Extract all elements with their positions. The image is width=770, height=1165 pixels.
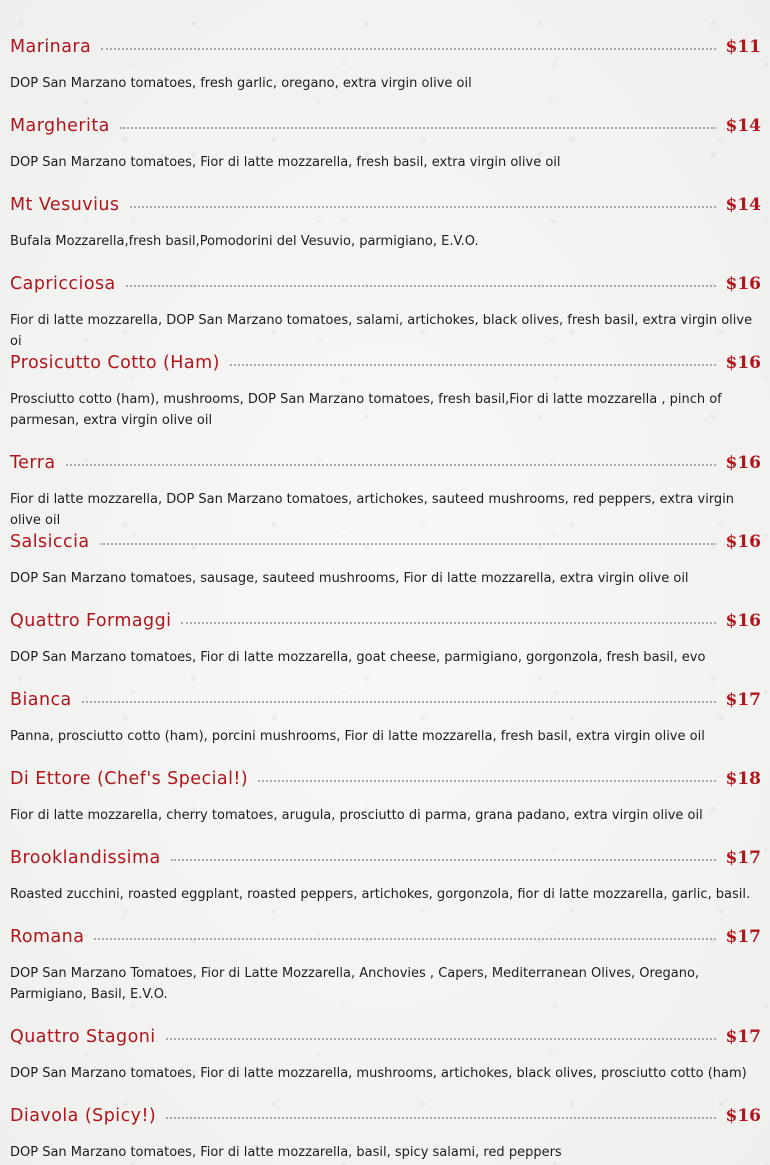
menu-item-price: $16 — [725, 1106, 761, 1126]
dotted-leader — [181, 622, 715, 624]
menu-item-name: Diavola (Spicy!) — [10, 1106, 157, 1126]
dotted-leader — [100, 543, 716, 545]
menu-item-price: $17 — [725, 927, 761, 947]
menu-item-description: DOP San Marzano tomatoes, Fior di latte mozzarella, basil, spicy salami, red peppers — [10, 1145, 562, 1160]
dotted-leader — [120, 127, 716, 129]
menu-item-price: $16 — [725, 274, 761, 294]
dotted-leader — [166, 1117, 715, 1119]
menu-item-name: Terra — [10, 453, 56, 473]
menu-item-name: Prosicutto Cotto (Ham) — [10, 353, 220, 373]
menu-item-price: $14 — [725, 116, 761, 136]
menu-item-name: Quattro Stagoni — [10, 1027, 156, 1047]
menu-item-name: Bianca — [10, 690, 72, 710]
menu-item — [10, 607, 761, 668]
menu-item-header — [10, 349, 761, 377]
menu-item-price: $17 — [725, 1027, 761, 1047]
menu-item-header — [10, 607, 761, 635]
dotted-leader — [130, 206, 716, 208]
dotted-leader — [126, 285, 716, 287]
menu-item — [10, 191, 761, 252]
menu-item-header — [10, 528, 761, 556]
menu-item-price: $14 — [725, 195, 761, 215]
menu-item-name: Salsiccia — [10, 532, 90, 552]
menu-item-header — [10, 923, 761, 951]
menu-item-description: DOP San Marzano tomatoes, fresh garlic, oregano, extra virgin olive oil — [10, 76, 472, 91]
menu-item-price: $11 — [725, 37, 761, 57]
menu-item-header — [10, 33, 761, 61]
menu-item-price: $16 — [725, 611, 761, 631]
dotted-leader — [101, 48, 715, 50]
menu-item-header — [10, 112, 761, 140]
menu-item — [10, 33, 761, 94]
menu-item-description: DOP San Marzano tomatoes, Fior di latte mozzarella, fresh basil, extra virgin olive oil — [10, 155, 561, 170]
menu-item-price: $18 — [725, 769, 761, 789]
menu-item-description: DOP San Marzano tomatoes, Fior di latte mozzarella, goat cheese, parmigiano, gorgonzola, fresh basil, evo — [10, 650, 706, 665]
menu-item-description: DOP San Marzano Tomatoes, Fior di Latte Mozzarella, Anchovies , Capers, Mediterranean Olives, Oregano, Parmigiano, Basil, E.V.O. — [10, 966, 700, 1002]
menu-item-header — [10, 1102, 761, 1130]
menu-item-header — [10, 191, 761, 219]
menu-item-name: Di Ettore (Chef's Special!) — [10, 769, 249, 789]
menu-item-name: Brooklandissima — [10, 848, 161, 868]
menu-item-description: DOP San Marzano tomatoes, sausage, sauteed mushrooms, Fior di latte mozzarella, extra virgin olive oil — [10, 571, 689, 586]
menu-item — [10, 844, 761, 905]
dotted-leader — [258, 780, 715, 782]
menu-item-header — [10, 1023, 761, 1051]
menu-item-description: Fior di latte mozzarella, cherry tomatoes, arugula, prosciutto di parma, grana padano, extra virgin olive oil — [10, 808, 703, 823]
menu-item-description: Panna, prosciutto cotto (ham), porcini mushrooms, Fior di latte mozzarella, fresh basil, extra virgin olive oil — [10, 729, 705, 744]
dotted-leader — [230, 364, 716, 366]
dotted-leader — [66, 464, 716, 466]
menu-item — [10, 686, 761, 747]
menu-item — [10, 349, 761, 431]
menu-item-description: Fior di latte mozzarella, DOP San Marzano tomatoes, salami, artichokes, black olives, fresh basil, extra virgin olive oi — [10, 313, 753, 349]
menu-item — [10, 112, 761, 173]
menu-item-description: Fior di latte mozzarella, DOP San Marzano tomatoes, artichokes, sauteed mushrooms, red peppers, extra virgin olive oil — [10, 492, 735, 528]
menu-item-price: $17 — [725, 848, 761, 868]
menu-item-description: DOP San Marzano tomatoes, Fior di latte mozzarella, mushrooms, artichokes, black olives, prosciutto cotto (ham) — [10, 1066, 747, 1081]
menu-item — [10, 1102, 761, 1163]
menu-item-price: $16 — [725, 453, 761, 473]
menu-item-price: $16 — [725, 532, 761, 552]
menu-item-name: Marinara — [10, 37, 92, 57]
menu-item-header — [10, 765, 761, 793]
menu-item-header — [10, 844, 761, 872]
dotted-leader — [82, 701, 716, 703]
menu-item — [10, 1023, 761, 1084]
menu-item-name: Capricciosa — [10, 274, 116, 294]
menu-item-name: Margherita — [10, 116, 110, 136]
menu-item-name: Mt Vesuvius — [10, 195, 120, 215]
menu-item — [10, 528, 761, 589]
menu-item — [10, 270, 761, 352]
menu-item-name: Quattro Formaggi — [10, 611, 172, 631]
dotted-leader — [94, 938, 715, 940]
menu-item — [10, 765, 761, 826]
menu-item-header — [10, 686, 761, 714]
dotted-leader — [166, 1038, 716, 1040]
menu-item-price: $17 — [725, 690, 761, 710]
dotted-leader — [171, 859, 716, 861]
menu-item-header — [10, 270, 761, 298]
menu-item-price: $16 — [725, 353, 761, 373]
menu-item-header — [10, 449, 761, 477]
menu-item-description: Bufala Mozzarella,fresh basil,Pomodorini del Vesuvio, parmigiano, E.V.O. — [10, 234, 479, 249]
menu-item-description: Roasted zucchini, roasted eggplant, roasted peppers, artichokes, gorgonzola, fior di latte mozzarella, garlic, basil. — [10, 887, 751, 902]
menu-item-name: Romana — [10, 927, 85, 947]
menu-item — [10, 449, 761, 531]
menu-item-description: Prosciutto cotto (ham), mushrooms, DOP San Marzano tomatoes, fresh basil,Fior di latte mozzarella , pinch of parmesan, extra virgin olive oil — [10, 392, 722, 428]
menu-item — [10, 923, 761, 1005]
